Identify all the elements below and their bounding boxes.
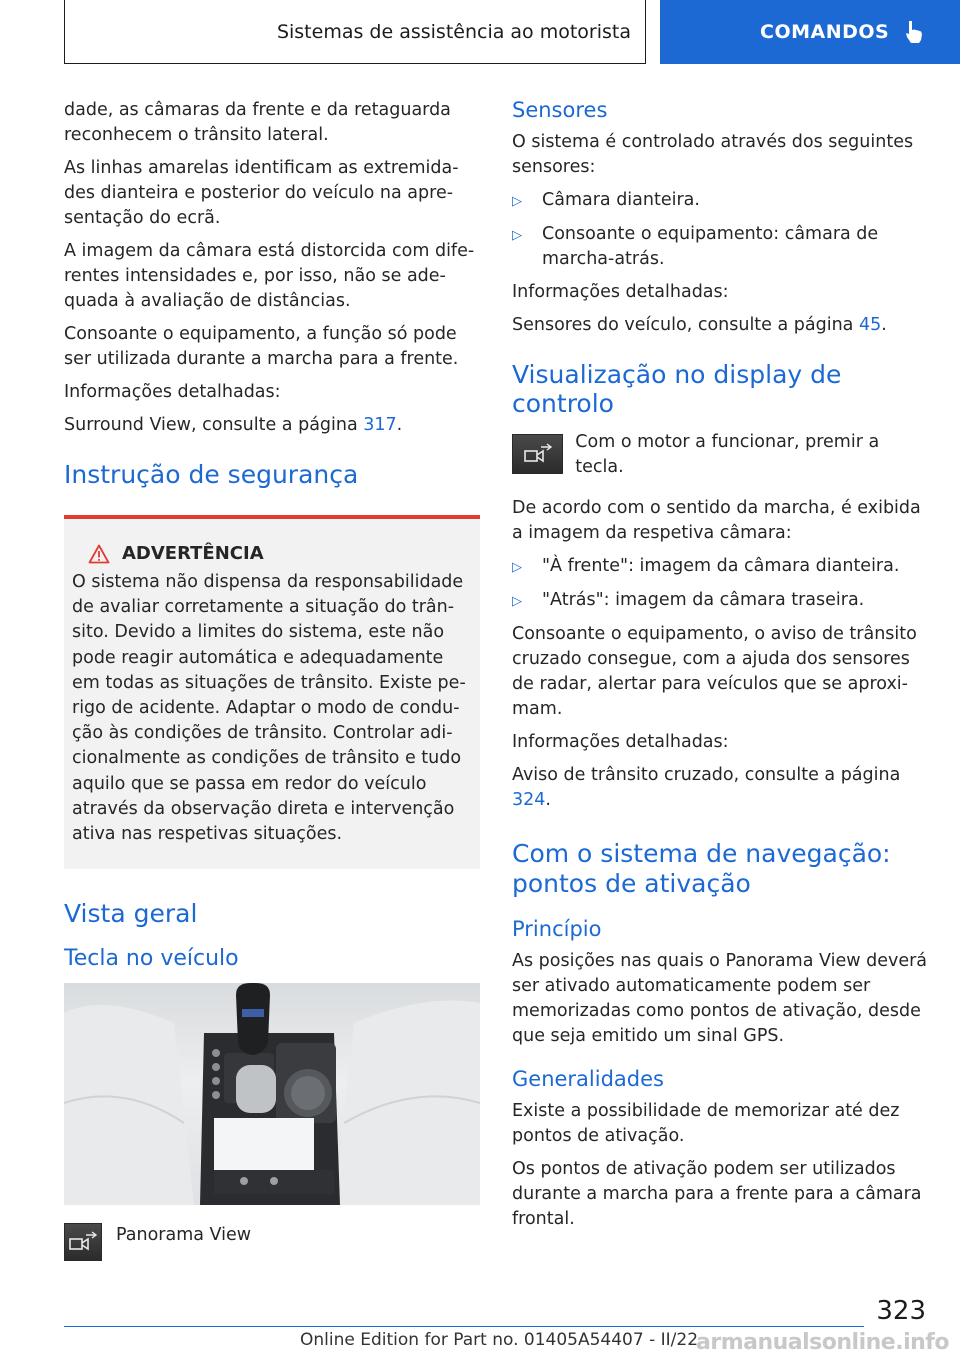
paragraph: Consoante o equipamento, a função só pode ser utilizada durante a marcha para a frente. xyxy=(64,324,459,369)
reference-end: . xyxy=(881,315,887,335)
footer-edition: Online Edition for Part no. 01405A54407 - II/22 xyxy=(300,1330,699,1350)
warning-title-row xyxy=(88,543,472,564)
header-chapter-tab[interactable] xyxy=(660,0,960,64)
panorama-view-key[interactable] xyxy=(64,1223,102,1261)
center-console-photo xyxy=(64,983,480,1205)
triangle-bullet-icon: ▷ xyxy=(512,194,522,209)
heading-navigation-activation: Com o sistema de navegação: pontos de ativação xyxy=(512,839,891,898)
warning-triangle-icon xyxy=(88,544,110,564)
list-item xyxy=(512,222,928,272)
camera-view-icon xyxy=(68,1231,98,1253)
panorama-view-label: Panorama View xyxy=(116,1225,252,1246)
reference-end: . xyxy=(396,415,403,435)
paragraph: As linhas amarelas identificam as extremidades dianteira e posterior do veículo na apresentação do ecrã. xyxy=(64,158,459,228)
paragraph: O sistema é controlado através dos seguintes sensores: xyxy=(512,132,914,177)
header-section-title xyxy=(64,0,646,64)
heading-sensors: Sensores xyxy=(512,98,608,122)
paragraph: A imagem da câmara está distorcida com diferentes intensidades e, por isso, não se adequada à avaliação de distâncias. xyxy=(64,241,475,311)
section-title: Sistemas de assistência ao motorista xyxy=(276,20,631,43)
list-item xyxy=(512,588,928,614)
chapter-label: COMANDOS xyxy=(760,21,890,43)
heading-key-in-vehicle: Tecla no veículo xyxy=(64,946,239,972)
watermark: armanualsonline.info xyxy=(696,1330,949,1355)
reference-text: Sensores do veículo, consulte a página xyxy=(512,315,859,335)
list-item-text: "À frente": imagem da câmara dianteira. xyxy=(542,556,900,576)
page-number: 323 xyxy=(876,1296,926,1326)
footer-divider xyxy=(64,1326,864,1327)
display-key-row xyxy=(512,434,928,480)
paragraph: De acordo com o sentido da marcha, é exibida a imagem da respetiva câmara: xyxy=(512,498,921,543)
paragraph: Informações detalhadas: xyxy=(512,282,729,302)
triangle-bullet-icon: ▷ xyxy=(512,594,522,609)
warning-title: ADVERTÊNCIA xyxy=(122,543,264,564)
right-column xyxy=(512,98,928,1240)
heading-overview: Vista geral xyxy=(64,899,198,929)
reference-end: . xyxy=(545,790,551,810)
paragraph: As posições nas quais o Panorama View deverá ser ativado automaticamente podem ser memorizadas como pontos de ativação, desde que seja emitido um sinal GPS. xyxy=(512,951,928,1046)
reference-text: Surround View, consulte a página xyxy=(64,415,364,435)
reference-text: Aviso de trânsito cruzado, consulte a página xyxy=(512,765,901,785)
heading-safety: Instrução de segurança xyxy=(64,460,359,489)
paragraph: Consoante o equipamento, o aviso de trânsito cruzado consegue, com a ajuda dos sensores de radar, alertar para veículos que se aproximam. xyxy=(512,624,917,719)
page-link-317[interactable]: 317 xyxy=(363,415,397,435)
camera-key[interactable] xyxy=(512,434,563,474)
paragraph: dade, as câmaras da frente e da retaguarda reconhecem o trânsito lateral. xyxy=(64,100,451,145)
list-item-text: "Atrás": imagem da câmara traseira. xyxy=(542,590,865,610)
panorama-view-key-row xyxy=(64,1223,480,1261)
key-press-instruction: Com o motor a funcionar, premir a tecla. xyxy=(575,432,880,477)
reference-paragraph xyxy=(64,413,480,438)
heading-principle: Princípio xyxy=(512,917,602,941)
paragraph: Informações detalhadas: xyxy=(512,732,729,752)
paragraph: Os pontos de ativação podem ser utilizados durante a marcha para a frente para a câmara frontal. xyxy=(512,1159,922,1229)
paragraph: Existe a possibilidade de memorizar até dez pontos de ativação. xyxy=(512,1101,900,1146)
heading-display: Visualização no display de controlo xyxy=(512,360,842,418)
list-item xyxy=(512,554,928,580)
center-console-illustration xyxy=(64,983,480,1205)
pointing-hand-icon xyxy=(903,19,927,45)
paragraph: Informações detalhadas: xyxy=(64,382,281,402)
reference-paragraph xyxy=(512,763,928,813)
triangle-bullet-icon: ▷ xyxy=(512,560,522,575)
warning-text: O sistema não dispensa da responsabilidade de avaliar corretamente a situação do trânsito. Devido a limites do sistema, este não pode reagir automática e adequadamente em todas as situações de trânsito. Existe perigo de acidente. Adaptar o modo de condução às condições de trânsito. Controlar adicionalmente as condições de trânsito e tudo aquilo que se passa em redor do veículo através da observação direta e intervenção ativa nas respetivas situações. xyxy=(72,572,466,845)
camera-view-icon xyxy=(522,443,554,465)
reference-paragraph xyxy=(512,313,928,338)
warning-box xyxy=(64,515,480,869)
triangle-bullet-icon: ▷ xyxy=(512,228,522,243)
list-item xyxy=(512,188,928,214)
list-item-text: Câmara dianteira. xyxy=(542,190,700,210)
list-item-text: Consoante o equipamento: câmara de marcha-atrás. xyxy=(542,224,879,269)
left-column xyxy=(64,98,480,1261)
heading-general: Generalidades xyxy=(512,1067,664,1091)
page-link-324[interactable]: 324 xyxy=(512,790,546,810)
page-link-45[interactable]: 45 xyxy=(858,315,882,335)
